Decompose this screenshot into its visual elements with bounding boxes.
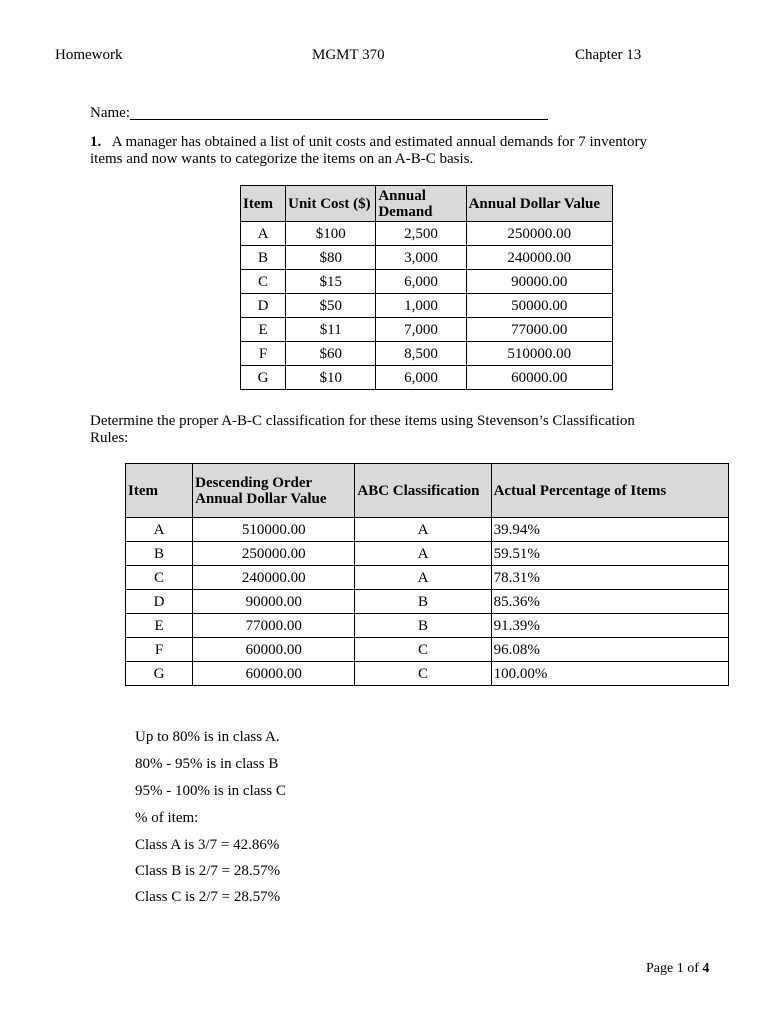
cell: 3,000 <box>376 246 466 270</box>
page-of: of <box>687 961 699 976</box>
cell: D <box>241 294 286 318</box>
rule-line: Class B is 2/7 = 28.57% <box>135 863 281 879</box>
classification-table <box>125 463 729 686</box>
instruction-line-2: Rules: <box>90 430 129 446</box>
cell: 78.31% <box>491 566 728 590</box>
cell: $11 <box>286 318 376 342</box>
cell: 6,000 <box>376 270 466 294</box>
cell: 510000.00 <box>193 518 355 542</box>
table-row <box>241 342 613 366</box>
page-number: 1 <box>676 961 684 976</box>
cell: 85.36% <box>491 590 728 614</box>
cell: C <box>241 270 286 294</box>
cell: C <box>355 638 491 662</box>
header-annual-dollar-value: Annual Dollar Value <box>466 186 612 222</box>
cell: 240000.00 <box>193 566 355 590</box>
cell: $50 <box>286 294 376 318</box>
table-row <box>241 294 613 318</box>
cell: B <box>241 246 286 270</box>
instruction-line-1: Determine the proper A-B-C classification for these items using Stevenson’s Classification <box>90 413 635 429</box>
table-row <box>241 318 613 342</box>
cell: 77000.00 <box>193 614 355 638</box>
header-right: Chapter 13 <box>575 47 642 63</box>
header-left: Homework <box>55 47 123 63</box>
header-item: Item <box>126 464 193 518</box>
cell: G <box>241 366 286 390</box>
cell: A <box>355 566 491 590</box>
cell: 250000.00 <box>466 222 612 246</box>
name-label: Name: <box>90 105 130 121</box>
cell: B <box>355 614 491 638</box>
cell: C <box>355 662 491 686</box>
cell: 60000.00 <box>193 638 355 662</box>
cell: E <box>241 318 286 342</box>
cell: 100.00% <box>491 662 728 686</box>
table-row <box>126 638 729 662</box>
table-row <box>126 614 729 638</box>
rule-line: Up to 80% is in class A. <box>135 729 280 745</box>
table-row <box>126 566 729 590</box>
question-number: 1. <box>90 134 102 150</box>
cell: F <box>241 342 286 366</box>
cell: 91.39% <box>491 614 728 638</box>
cell: 77000.00 <box>466 318 612 342</box>
table-row <box>241 270 613 294</box>
cell: F <box>126 638 193 662</box>
header-item: Item <box>241 186 286 222</box>
cell: G <box>126 662 193 686</box>
cell: $10 <box>286 366 376 390</box>
header-actual-percentage: Actual Percentage of Items <box>491 464 728 518</box>
cell: 250000.00 <box>193 542 355 566</box>
rule-line: Class C is 2/7 = 28.57% <box>135 889 281 905</box>
name-underline <box>130 119 548 120</box>
cell: 8,500 <box>376 342 466 366</box>
cell: $60 <box>286 342 376 366</box>
header-descending-order: Descending Order Annual Dollar Value <box>193 464 355 518</box>
cell: B <box>355 590 491 614</box>
table-row <box>126 518 729 542</box>
cell: 510000.00 <box>466 342 612 366</box>
cell: 1,000 <box>376 294 466 318</box>
cell: $80 <box>286 246 376 270</box>
cell: $15 <box>286 270 376 294</box>
question-text-2: items and now wants to categorize the items on an A-B-C basis. <box>90 151 474 167</box>
cell: E <box>126 614 193 638</box>
header-annual-demand: Annual Demand <box>376 186 466 222</box>
page-prefix: Page <box>646 961 674 976</box>
rule-line: 95% - 100% is in class C <box>135 783 286 799</box>
cell: 60000.00 <box>193 662 355 686</box>
cell: 240000.00 <box>466 246 612 270</box>
table-row <box>126 590 729 614</box>
cell: A <box>241 222 286 246</box>
header-center: MGMT 370 <box>312 47 385 63</box>
cell: 90000.00 <box>466 270 612 294</box>
cell: 39.94% <box>491 518 728 542</box>
cell: 59.51% <box>491 542 728 566</box>
table-row <box>241 246 613 270</box>
cell: $100 <box>286 222 376 246</box>
rule-line: 80% - 95% is in class B <box>135 756 279 772</box>
cell: A <box>355 518 491 542</box>
page-footer <box>646 961 709 977</box>
table-header-row <box>241 186 613 222</box>
rule-line: % of item: <box>135 810 199 826</box>
question-text-1: A manager has obtained a list of unit costs and estimated annual demands for 7 inventory <box>111 134 647 150</box>
cell: 60000.00 <box>466 366 612 390</box>
cell: 50000.00 <box>466 294 612 318</box>
rule-line: Class A is 3/7 = 42.86% <box>135 837 280 853</box>
cell: A <box>126 518 193 542</box>
table-row <box>126 542 729 566</box>
question-line-1 <box>90 134 647 151</box>
cell: 7,000 <box>376 318 466 342</box>
cell: B <box>126 542 193 566</box>
page-total: 4 <box>702 961 710 976</box>
cell: 2,500 <box>376 222 466 246</box>
table-header-row <box>126 464 729 518</box>
table-row <box>241 222 613 246</box>
cell: D <box>126 590 193 614</box>
cell: 96.08% <box>491 638 728 662</box>
cell: 6,000 <box>376 366 466 390</box>
header-unit-cost: Unit Cost ($) <box>286 186 376 222</box>
cell: A <box>355 542 491 566</box>
demand-table <box>240 185 613 390</box>
table-row <box>241 366 613 390</box>
table-row <box>126 662 729 686</box>
header-abc-classification: ABC Classification <box>355 464 491 518</box>
cell: 90000.00 <box>193 590 355 614</box>
cell: C <box>126 566 193 590</box>
